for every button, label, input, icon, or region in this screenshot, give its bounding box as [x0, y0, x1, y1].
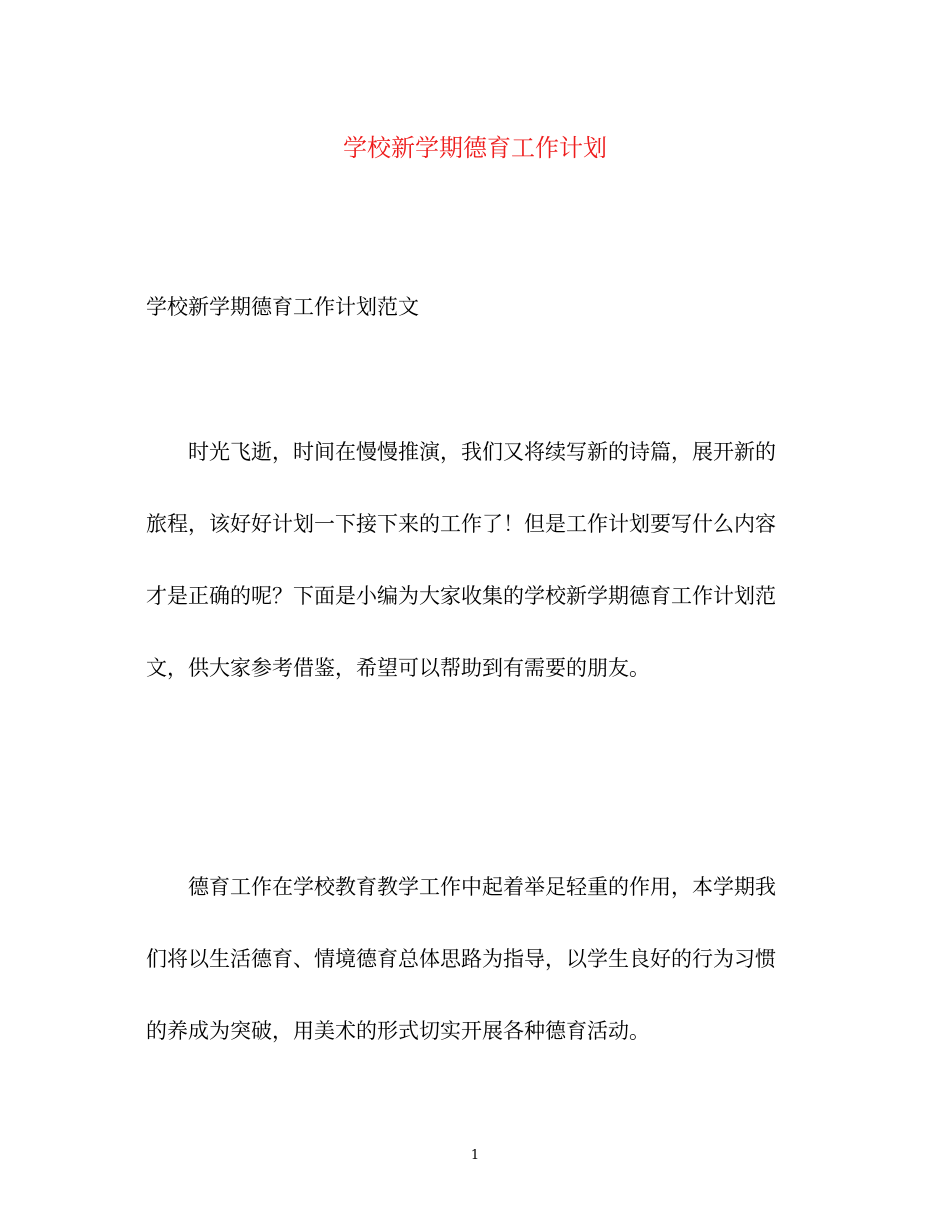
paragraph-line: 才是正确的呢？下面是小编为大家收集的学校新学期德育工作计划范 [146, 584, 776, 608]
paragraph-line: 时光飞逝，时间在慢慢推演，我们又将续写新的诗篇，展开新的 [188, 440, 776, 464]
paragraph-line: 的养成为突破，用美术的形式切实开展各种德育活动。 [146, 1019, 650, 1043]
paragraph-line: 们将以生活德育、情境德育总体思路为指导，以学生良好的行为习惯 [146, 947, 776, 971]
paragraph-line: 旅程，该好好计划一下接下来的工作了！但是工作计划要写什么内容 [146, 512, 776, 536]
document-subtitle: 学校新学期德育工作计划范文 [146, 295, 419, 319]
paragraph-line: 文，供大家参考借鉴，希望可以帮助到有需要的朋友。 [146, 656, 650, 680]
page-title: 学校新学期德育工作计划 [343, 134, 607, 162]
page-number: 1 [470, 1148, 480, 1163]
paragraph-line: 德育工作在学校教育教学工作中起着举足轻重的作用，本学期我 [188, 875, 776, 899]
